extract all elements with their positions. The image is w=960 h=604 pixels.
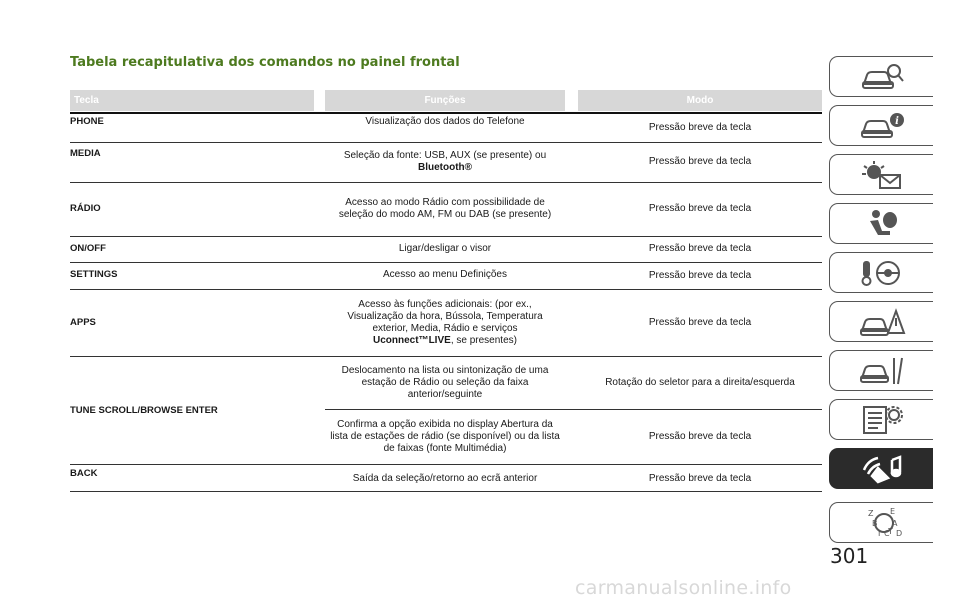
header-functions — [325, 90, 565, 111]
table-row-key: RÁDIO — [70, 203, 101, 214]
function-text: Acesso às funções adicionais: (por ex., Visualização da hora, Bússola, Temperatura exterior, Media, Rádio e serviços Uconnect™LIVE, se presentes) — [347, 299, 543, 346]
tab-car-search[interactable] — [829, 56, 933, 97]
table-row-function: Confirma a opção exibida no display Abertura da lista de estações de rádio (se disponível) ou da lista de faixas (fonte Multimédia) — [330, 419, 560, 454]
svg-text:C: C — [883, 528, 890, 538]
tab-technical-specs[interactable] — [829, 399, 933, 440]
table-row-mode: Rotação do seletor para a direita/esquerda — [605, 377, 795, 388]
tab-index[interactable] — [829, 502, 933, 543]
table-row-mode: Pressão breve da tecla — [648, 243, 752, 254]
svg-text:i: i — [894, 115, 899, 127]
svg-text:A: A — [891, 518, 897, 528]
page-number: 301 — [830, 544, 869, 568]
warning-light-message-icon — [858, 158, 906, 192]
table-row-mode: Pressão breve da tecla — [648, 473, 752, 484]
row-divider — [70, 356, 822, 357]
svg-text:I: I — [877, 528, 880, 538]
svg-text:D: D — [895, 528, 902, 538]
header-key-label: Tecla — [74, 95, 99, 106]
svg-text:T: T — [887, 526, 893, 536]
function-bold: Bluetooth® — [417, 162, 473, 173]
table-row-function: Acesso ao modo Rádio com possibilidade de seleção do modo AM, FM ou DAB (se presente) — [338, 197, 552, 220]
table-row-function — [325, 293, 565, 353]
table-row-key: ON/OFF — [70, 243, 106, 254]
car-tools-icon — [858, 354, 906, 388]
key-steering-wheel-icon — [858, 256, 906, 290]
table-row-function: Acesso ao menu Definições — [383, 269, 507, 280]
table-row-key: BACK — [70, 468, 98, 479]
header-functions-label: Funções — [424, 95, 466, 106]
row-divider — [70, 289, 822, 290]
table-row-mode: Pressão breve da tecla — [648, 203, 752, 214]
multimedia-music-icon — [858, 452, 906, 486]
header-key — [70, 90, 314, 111]
table-row-key: PHONE — [70, 116, 104, 127]
tab-multimedia[interactable] — [829, 448, 933, 489]
table-row-function: Visualização dos dados do Telefone — [365, 116, 525, 127]
tab-starting-driving[interactable] — [829, 252, 933, 293]
table-row-mode: Pressão breve da tecla — [648, 317, 752, 328]
table-row-mode: Pressão breve da tecla — [648, 270, 752, 281]
tab-servicing[interactable] — [829, 350, 933, 391]
car-info-icon — [858, 109, 906, 143]
car-search-icon — [858, 60, 906, 94]
header-mode — [578, 90, 822, 111]
tab-safety[interactable] — [829, 203, 933, 244]
table-row-key: MEDIA — [70, 148, 101, 159]
table-row-mode: Pressão breve da tecla — [648, 431, 752, 442]
page-title: Tabela recapitulativa dos comandos no painel frontal — [70, 55, 460, 70]
tab-warning-lights[interactable] — [829, 154, 933, 195]
function-text: Seleção da fonte: USB, AUX (se presente) ou — [343, 150, 547, 161]
row-divider — [70, 464, 822, 465]
function-bold: Uconnect™LIVE — [373, 335, 451, 346]
table-row-mode: Pressão breve da tecla — [648, 156, 752, 167]
row-divider — [70, 491, 822, 492]
table-row-mode: Pressão breve da tecla — [648, 122, 752, 133]
specs-gear-icon — [858, 403, 906, 437]
header-divider — [70, 112, 822, 114]
tab-car-info[interactable] — [829, 105, 933, 146]
airbag-seat-icon — [858, 207, 906, 241]
tab-emergency[interactable] — [829, 301, 933, 342]
row-divider — [70, 182, 822, 183]
table-row-key: SETTINGS — [70, 269, 118, 280]
svg-text:E: E — [889, 506, 895, 516]
table-row-function: Saída da seleção/retorno ao ecrã anterior — [352, 473, 538, 484]
header-mode-label: Modo — [686, 95, 714, 106]
row-divider — [70, 262, 822, 263]
table-row-key: TUNE SCROLL/BROWSE ENTER — [70, 405, 218, 416]
row-divider — [70, 142, 822, 143]
svg-text:Z: Z — [867, 508, 873, 518]
table-row-function: Ligar/desligar o visor — [398, 243, 492, 254]
breakdown-warning-icon — [858, 305, 906, 339]
alphabetical-index-icon — [858, 506, 906, 540]
row-divider — [325, 409, 822, 410]
table-row-key: APPS — [70, 317, 96, 328]
watermark: carmanualsonline.info — [575, 577, 792, 599]
table-row-function — [325, 146, 565, 178]
row-divider — [70, 236, 822, 237]
svg-text:B: B — [871, 518, 877, 528]
table-row-function: Deslocamento na lista ou sintonização de uma estação de Rádio ou seleção da faixa anterior/seguinte — [341, 365, 549, 400]
